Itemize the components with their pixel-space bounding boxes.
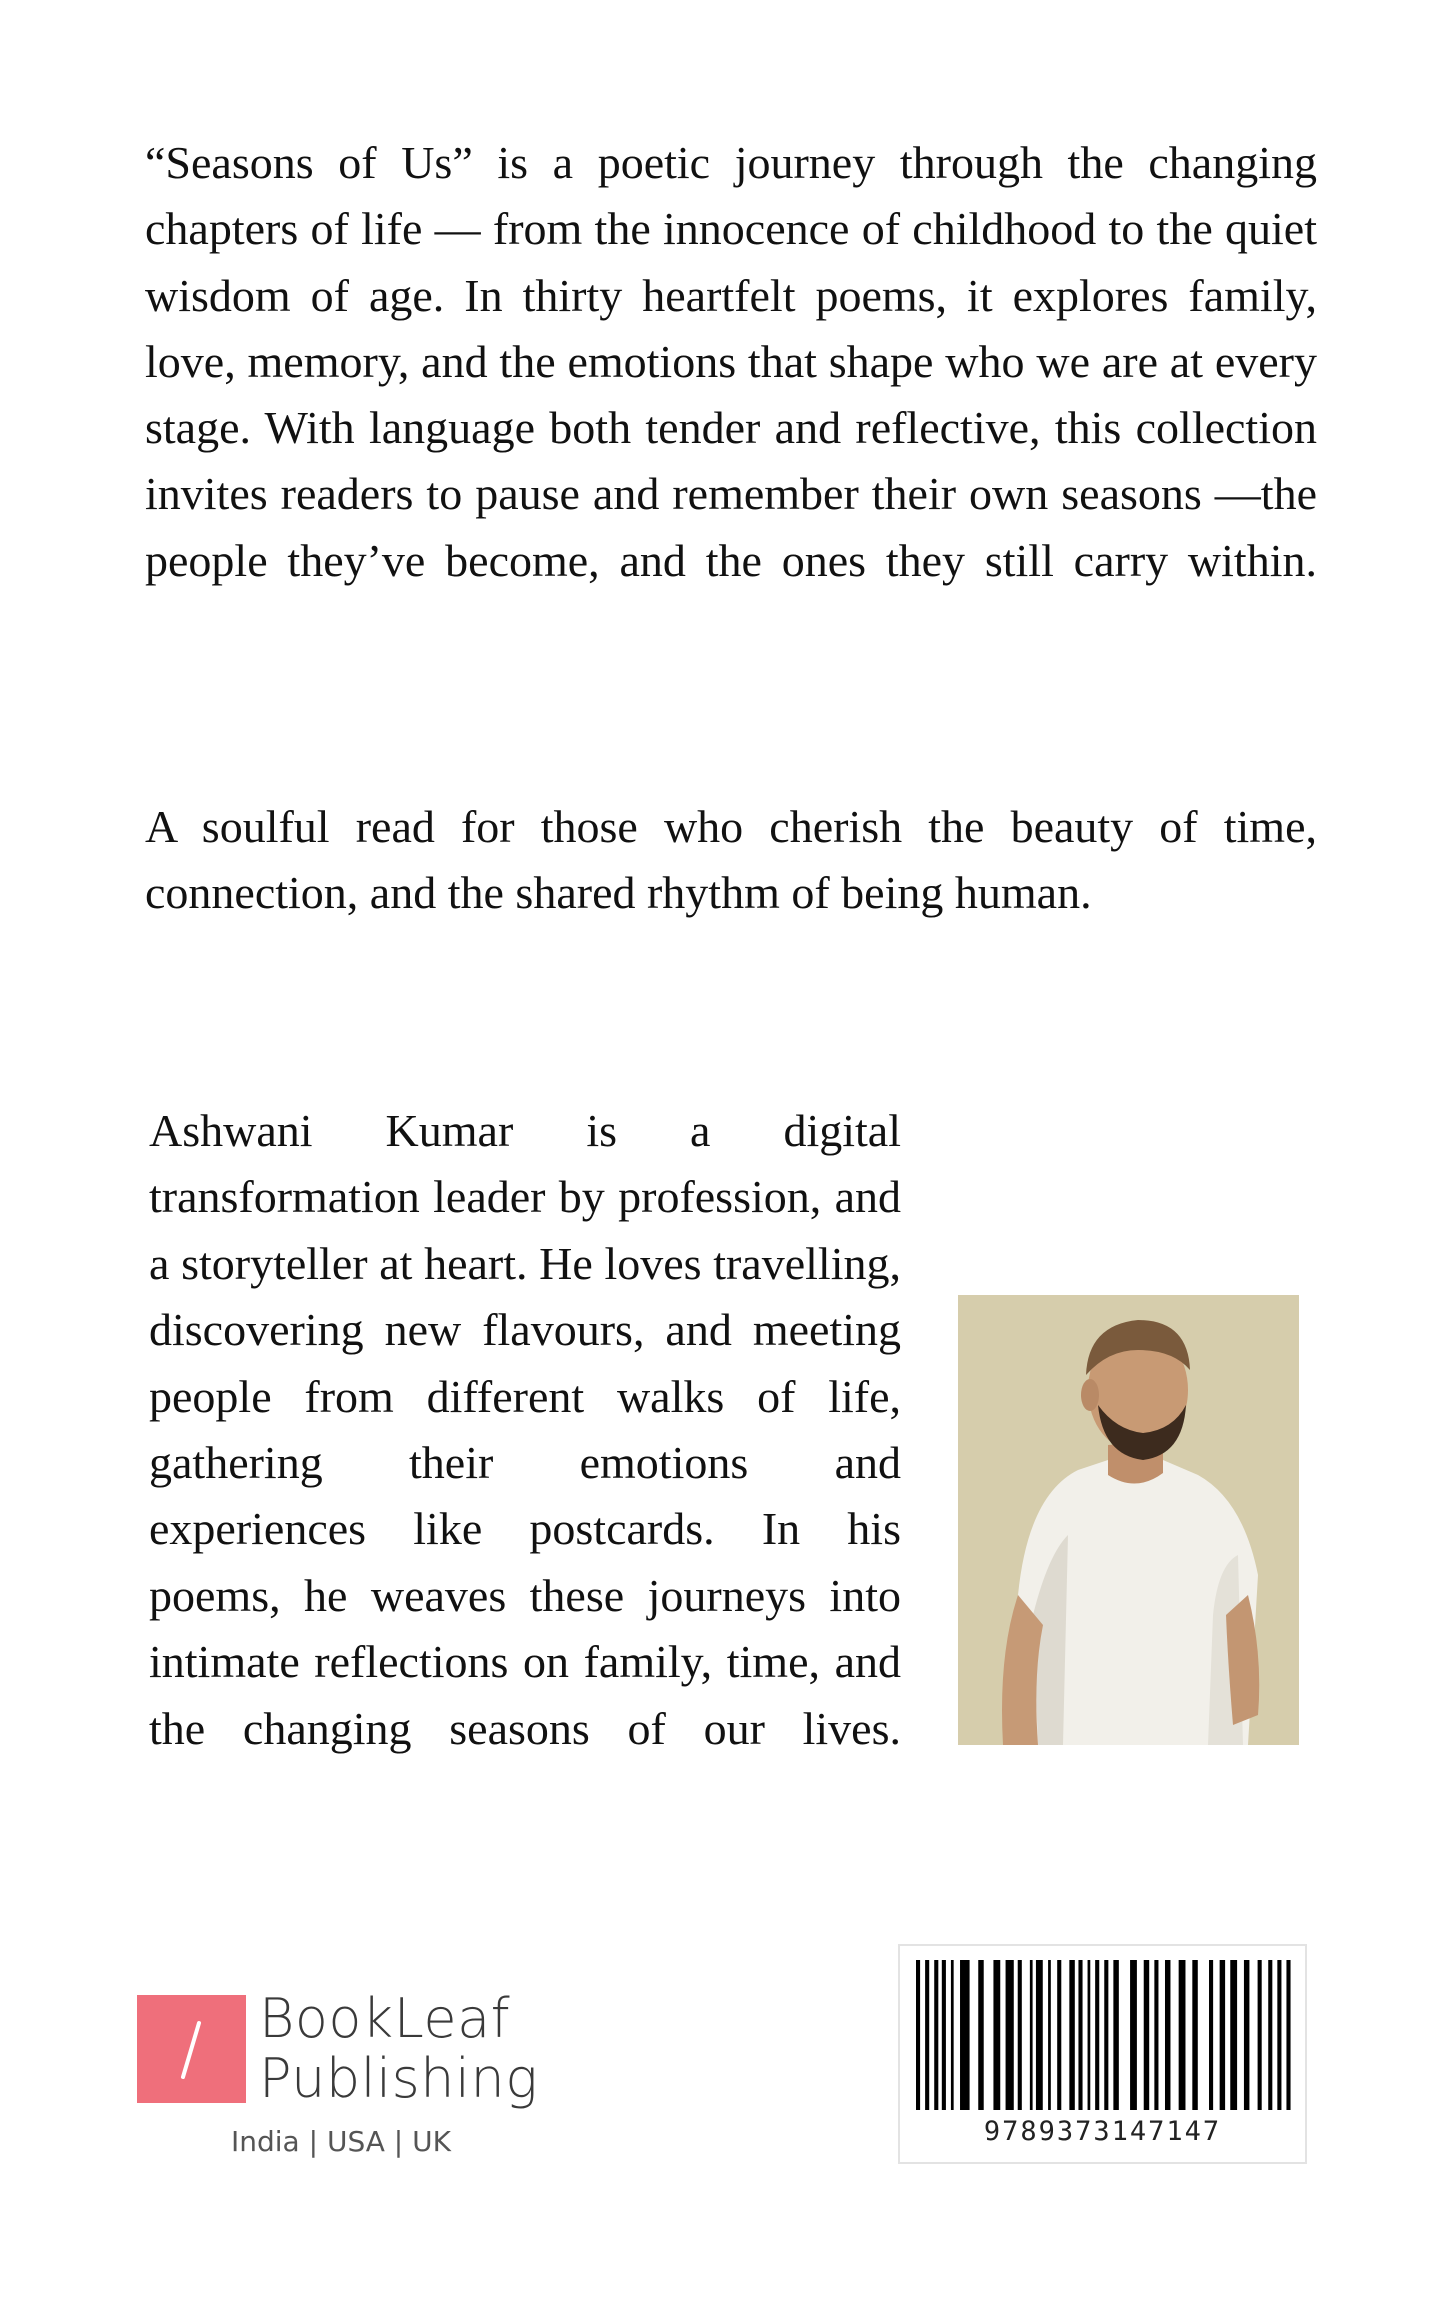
- blurb-paragraph-2: A soulful read for those who cherish the beauty of time, connection, and the shared rhythm of being human.: [145, 801, 1317, 919]
- barcode-bars-icon: [916, 1960, 1291, 2110]
- author-bio: Ashwani Kumar is a digital transformation leader by profession, and a storyteller at heart. He loves travelling, discovering new flavours, and meeting people from different walks of life, gathering their emotions and experiences like postcards. In his poems, he weaves these journeys into intimate reflections on family, time, and the changing seasons of our lives.: [149, 1105, 901, 1754]
- isbn-number: 9789373147147: [983, 2116, 1222, 2147]
- publisher-regions: India | USA | UK: [231, 2125, 451, 2158]
- publisher-logo: [137, 1987, 539, 2110]
- publisher-name-line2: Publishing: [259, 2047, 539, 2110]
- blurb-paragraph-1: “Seasons of Us” is a poetic journey through the changing chapters of life — from the innocence of childhood to the quiet wisdom of age. In thirty heartfelt poems, it explores family, love, memory, and the emotions that shape who we are at every stage. With language both tender and reflective, this collection invites readers to pause and remember their own seasons —the people they’ve become, and the ones they still carry within.: [145, 137, 1317, 586]
- publisher-name-line1: BookLeaf: [259, 1987, 511, 2050]
- isbn-barcode: [898, 1944, 1307, 2164]
- publisher-mark-icon: [137, 1995, 246, 2103]
- author-photo: [958, 1295, 1299, 1745]
- publisher-name: [259, 1989, 538, 2109]
